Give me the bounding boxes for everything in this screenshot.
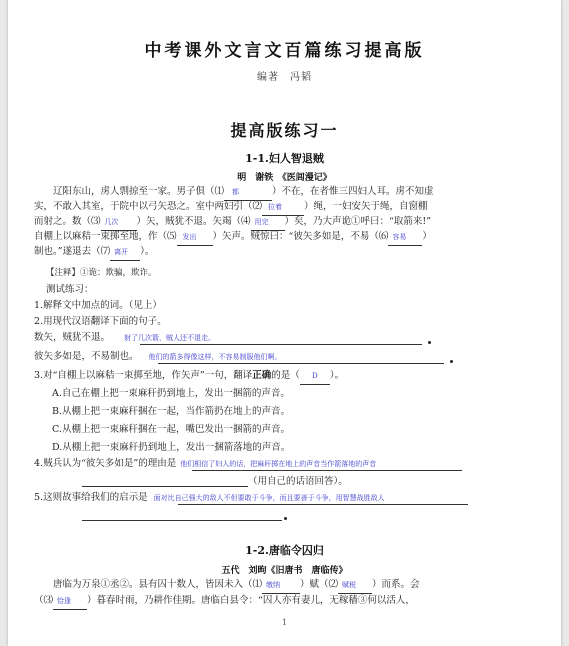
item2-title: 1-2.唐临令囚归 [245,544,324,557]
end-dot [284,517,287,520]
passage-text: ）矢声。贼惊曰：“彼矢多如是，不易（⑹ [212,231,389,242]
answer-5: 发出 [177,230,213,246]
question-2b-text: 彼矢多如是，不易制也。 [34,351,139,362]
item1-title: 1-1.妇人智退贼 [245,152,324,165]
answer-3: 几次 [101,215,137,231]
answer-1: 缴纳 [262,578,300,594]
question-4-answer: 他们相信了妇人的话，把麻秆掷在地上的声音当作箭落地的声音 [180,460,377,468]
option-d: D.从棚上把一束麻秆扔到地上，发出一捆箭落地的声音。 [52,442,291,453]
answer-underline [178,504,468,505]
document-title: 中考课外文言文百篇练习提高版 [144,41,425,61]
end-dot [450,360,453,363]
question-1: 1.解释文中加点的词。（见上） [34,300,162,311]
passage-text: 制也。”遂退去（⑺ [34,246,111,257]
answer-underline [82,520,282,521]
answer-1: 都 [224,185,272,201]
passage-line-3: 而射之。数（⑶ 几次 ）矢，贼犹不退。矢竭（⑷ 用完 ）矣，乃大声诡①呼曰：“取箭来!” [34,214,431,231]
passage-text: 实，不敢入其室，于院中以弓矢恐之。室中两妇引（⑵ [34,201,263,212]
passage-text: ）而系。会 [372,579,420,590]
answer-underline [192,470,462,471]
page-number: 1 [281,618,288,627]
question-3-text: 的是（ [271,370,300,381]
passage-line-4: 自棚上以麻秸一束掷至地，作（⑸ 发出 ）矢声。贼惊曰：“彼矢多如是，不易（⑹ 容易 ） [34,229,432,246]
question-4-text: 4.贼兵认为“彼矢多如是”的理由是 [34,458,177,469]
passage-text: （⑶ [34,595,54,606]
note: 【注释】①诡：欺骗，欺诈。 [46,268,157,278]
question-5-answer: 面对比自己强大的敌人不但要敢于斗争，而且要善于斗争，用智慧战胜敌人 [153,494,385,502]
answer-2: 拉着 [262,200,304,216]
answer-underline [140,344,422,345]
question-4-hint: （用自己的话语回答）。 [248,476,348,487]
question-2a-text: 数矢，贼犹不退。 [34,332,111,343]
passage-text: ）。 [140,246,155,257]
item2-byline: 五代 刘昫《旧唐书 唐临传》 [221,566,348,576]
item1-byline: 明 谢铁 《医闾漫记》 [237,173,332,183]
passage-text: 自棚上以麻秸一束掷至地，作（⑸ [34,231,177,242]
option-a: A.自己在棚上把一束麻秆扔到地上，发出一捆箭的声音。 [52,388,290,399]
question-3-answer: D [300,369,330,385]
question-3-emphasis: 正确 [252,370,272,381]
exercises-label: 测试练习： [46,284,94,295]
passage-text: 而射之。数（⑶ [34,216,101,227]
answer-7: 离开 [110,245,140,261]
question-2b-answer: 他们的箭多得像这样，不容易制服他们啊。 [148,353,282,361]
passage-text: ）赋（⑵ [300,579,339,590]
passage-line-5 [34,244,154,261]
answer-underline [158,363,444,364]
passage-text: ）绳，一妇安矢于绳，自窗棚 [304,201,428,212]
passage-text: ）暮春时雨，乃耕作佳期。唐临白县令：“囚人亦有妻儿，无稼穑③何以活人， [87,595,415,606]
passage-text: ）不在，在者惟三四妇人耳。虏不知虚 [272,186,434,197]
answer-underline [82,486,248,487]
answer-6: 容易 [388,230,422,246]
question-3-text: ）。 [329,370,345,381]
passage-text: 唐临为万泉①丞②。县有囚十数人，皆因未入（⑴ [53,579,263,590]
passage-text: ）矣，乃大声诡①呼曰：“取箭来!” [284,216,432,227]
option-c: C.从棚上把一束麻秆捆在一起，嘴巴发出一捆箭的声音。 [52,424,290,435]
answer-4: 用完 [251,215,285,231]
answer-2: 赋税 [338,578,372,594]
question-2: 2.用现代汉语翻译下面的句子。 [34,316,167,327]
question-2a-answer: 射了几次箭，贼人还不退走。 [124,334,216,342]
item2-line-2 [34,593,415,610]
question-5-text: 5.这则故事给我们的启示是 [34,492,148,503]
document-page [8,0,561,646]
passage-text: 辽阳东山，虏人剽掠至一家。男子俱（⑴ [53,186,225,197]
end-dot [428,341,431,344]
question-3-text: 3.对“自棚上以麻秸一束掷至地，作矢声”一句，翻译 [34,370,253,381]
section-title: 提高版练习一 [230,121,339,140]
question-3 [34,368,344,385]
answer-3: 恰逢 [53,594,87,610]
item2-line-1 [34,577,420,594]
option-b: B.从棚上把一束麻秆捆在一起，当作箭扔在地上的声音。 [52,406,291,417]
author-line: 编著 冯韬 [257,72,312,83]
